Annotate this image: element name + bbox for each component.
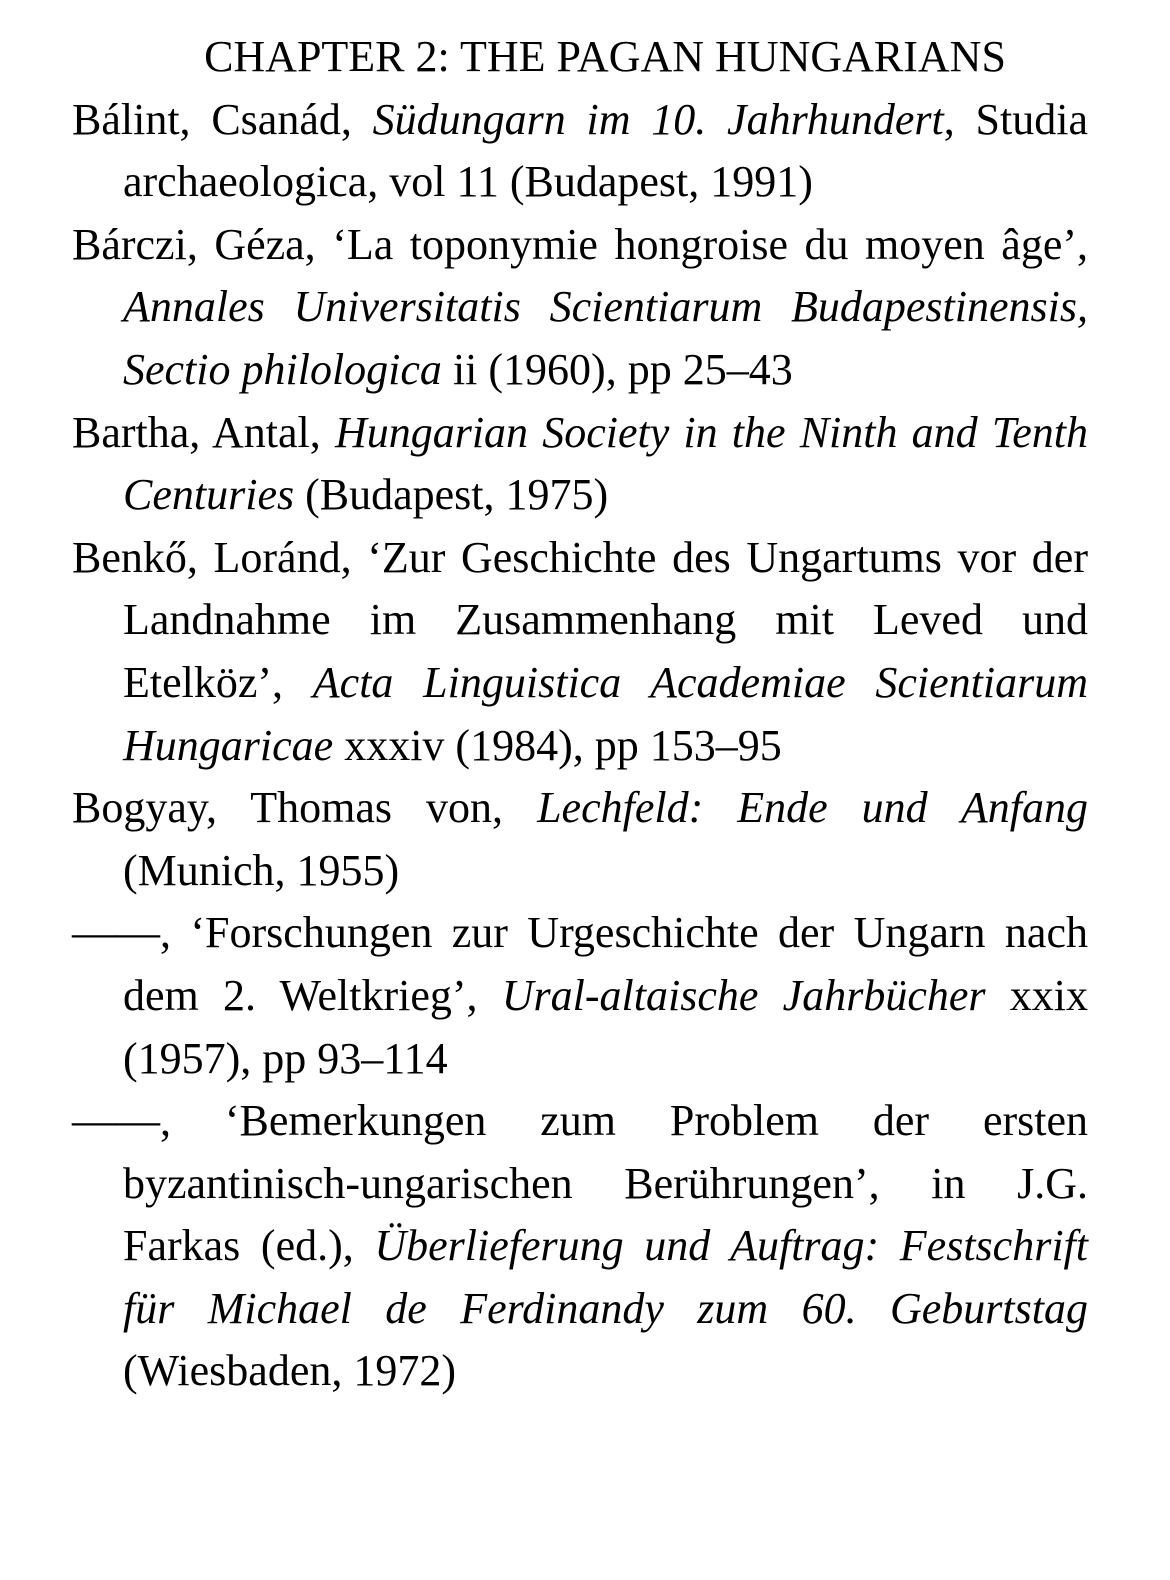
bibliography-entry [72, 1090, 1088, 1403]
entry-text: Bogyay, Thomas von, [72, 783, 538, 833]
entry-text: Bálint, Csanád, [72, 94, 373, 144]
entry-text: ——, ‘Forschungen zur Urgeschichte der Ungarn nach dem 2. Weltkrieg’, [72, 908, 1088, 1020]
entry-title-italic: Acta Linguistica Academiae Scientiarum Hungaricae [123, 657, 1088, 770]
entry-text: (Wiesbaden, 1972) [123, 1346, 457, 1396]
entry-text: Bárczi, Géza, ‘La toponymie hongroise du moyen âge’, [72, 219, 1088, 269]
bibliography-entry [72, 527, 1088, 777]
entry-text: xxxiv (1984), pp 153–95 [333, 720, 782, 770]
bibliography-entry [72, 402, 1088, 527]
entry-title-italic: Hungarian Society in the Ninth and Tenth Centuries [123, 407, 1089, 520]
entry-text: Bartha, Antal, [72, 407, 335, 457]
entry-text: (Munich, 1955) [123, 845, 400, 895]
bibliography-entry [72, 89, 1088, 214]
entry-title-italic: Annales Universitatis Scientiarum Budapestinensis, Sectio philologica [123, 282, 1088, 394]
entry-text: (Budapest, 1975) [294, 470, 609, 520]
bibliography-list [72, 89, 1088, 1403]
document-page [72, 26, 1088, 1403]
entry-title-italic: Lechfeld: Ende und Anfang [537, 783, 1089, 833]
entry-text: ii (1960), pp 25–43 [441, 344, 793, 394]
entry-title-italic: Südungarn im 10. Jahrhundert [372, 94, 944, 144]
entry-text: , Studia archaeologica, vol 11 (Budapest, 1991) [123, 94, 1088, 207]
entry-text: Benkő, Loránd, ‘Zur Geschichte des Ungartums vor der Landnahme im Zusammenhang mit Leved und Etelköz’, [72, 532, 1088, 707]
bibliography-entry [72, 902, 1088, 1090]
chapter-heading: CHAPTER 2: THE PAGAN HUNGARIANS [204, 32, 1006, 81]
bibliography-entry [72, 777, 1088, 902]
entry-text: ——, ‘Bemerkungen zum Problem der ersten byzantinisch-ungarischen Berührungen’, in J.G. Farkas (ed.), [72, 1096, 1088, 1271]
entry-title-italic: Überlieferung und Auftrag: Festschrift für Michael de Ferdinandy zum 60. Geburtstag [123, 1221, 1089, 1333]
entry-text: xxix (1957), pp 93–114 [123, 970, 1088, 1083]
entry-title-italic: Ural-altaische Jahrbücher [501, 970, 986, 1020]
bibliography-entry [72, 214, 1088, 402]
